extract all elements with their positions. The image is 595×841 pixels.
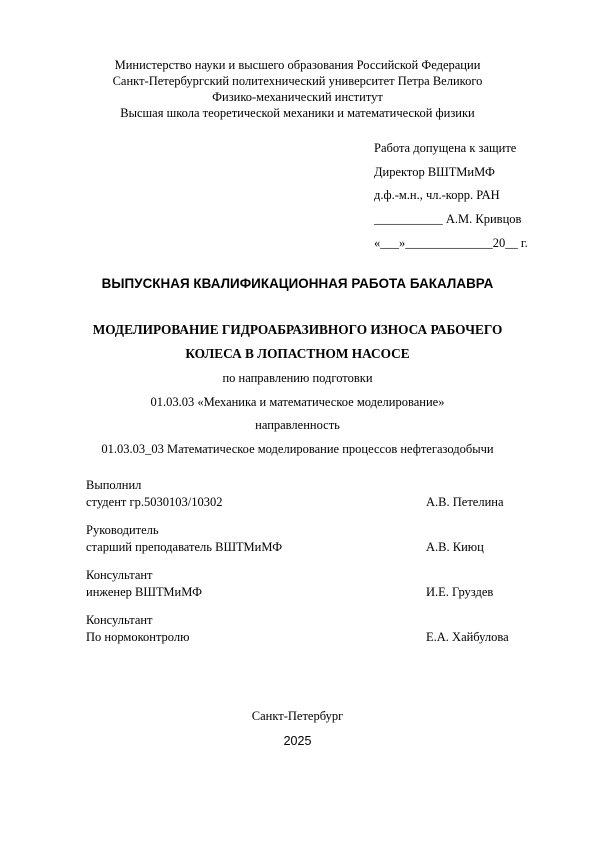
person-role: Консультант [86, 568, 153, 582]
person-name: А.В. Петелина [426, 494, 504, 509]
thesis-title [0, 318, 595, 366]
person-norm-consultant [86, 612, 546, 657]
person-author [86, 477, 546, 522]
city: Санкт-Петербург [251, 709, 344, 723]
person-role: Консультант [86, 613, 153, 627]
approval-block [374, 137, 528, 256]
school-line: Высшая школа теоретической механики и математической физики [120, 106, 475, 120]
director-line: Директор ВШТМиМФ [374, 164, 495, 179]
year: 2025 [283, 734, 312, 748]
approval-date-line: «___»______________20__ г. [374, 235, 528, 250]
study-direction [0, 367, 595, 462]
direction-label: по направлению подготовки [222, 371, 373, 385]
profile-code: 01.03.03_03 Математическое моделирование процессов нефтегазодобычи [101, 442, 494, 457]
person-position: инженер ВШТМиМФ [86, 584, 203, 599]
person-name: Е.А. Хайбулова [426, 629, 509, 644]
thesis-title-line: КОЛЕСА В ЛОПАСТНОМ НАСОСЕ [185, 346, 410, 361]
person-role: Выполнил [86, 478, 142, 492]
approval-line: Работа допущена к защите [374, 141, 517, 155]
work-type-heading: ВЫПУСКНАЯ КВАЛИФИКАЦИОННАЯ РАБОТА БАКАЛАВРА [101, 276, 494, 291]
person-role: Руководитель [86, 523, 159, 537]
ministry-line: Министерство науки и высшего образования Российской Федерации [114, 58, 481, 72]
thesis-title-line: МОДЕЛИРОВАНИЕ ГИДРОАБРАЗИВНОГО ИЗНОСА РАБОЧЕГО [92, 322, 503, 337]
director-degree-line: д.ф.-м.н., чл.-корр. РАН [374, 188, 500, 203]
person-position: студент гр.5030103/10302 [86, 494, 223, 509]
institute-line: Физико-механический институт [212, 90, 383, 104]
person-name: А.В. Киюц [426, 539, 484, 554]
person-supervisor [86, 522, 546, 567]
person-position: По нормоконтролю [86, 629, 190, 644]
organization-header [0, 57, 595, 121]
university-line: Санкт-Петербургский политехнический университет Петра Великого [112, 74, 483, 88]
profile-label: направленность [255, 418, 340, 433]
person-position: старший преподаватель ВШТМиМФ [86, 539, 283, 554]
people-block [86, 477, 546, 657]
person-name: И.Е. Груздев [426, 584, 494, 599]
direction-code: 01.03.03 «Механика и математическое моделирование» [150, 394, 445, 409]
director-signature-line: ___________ А.М. Кривцов [374, 212, 522, 227]
person-consultant [86, 567, 546, 612]
